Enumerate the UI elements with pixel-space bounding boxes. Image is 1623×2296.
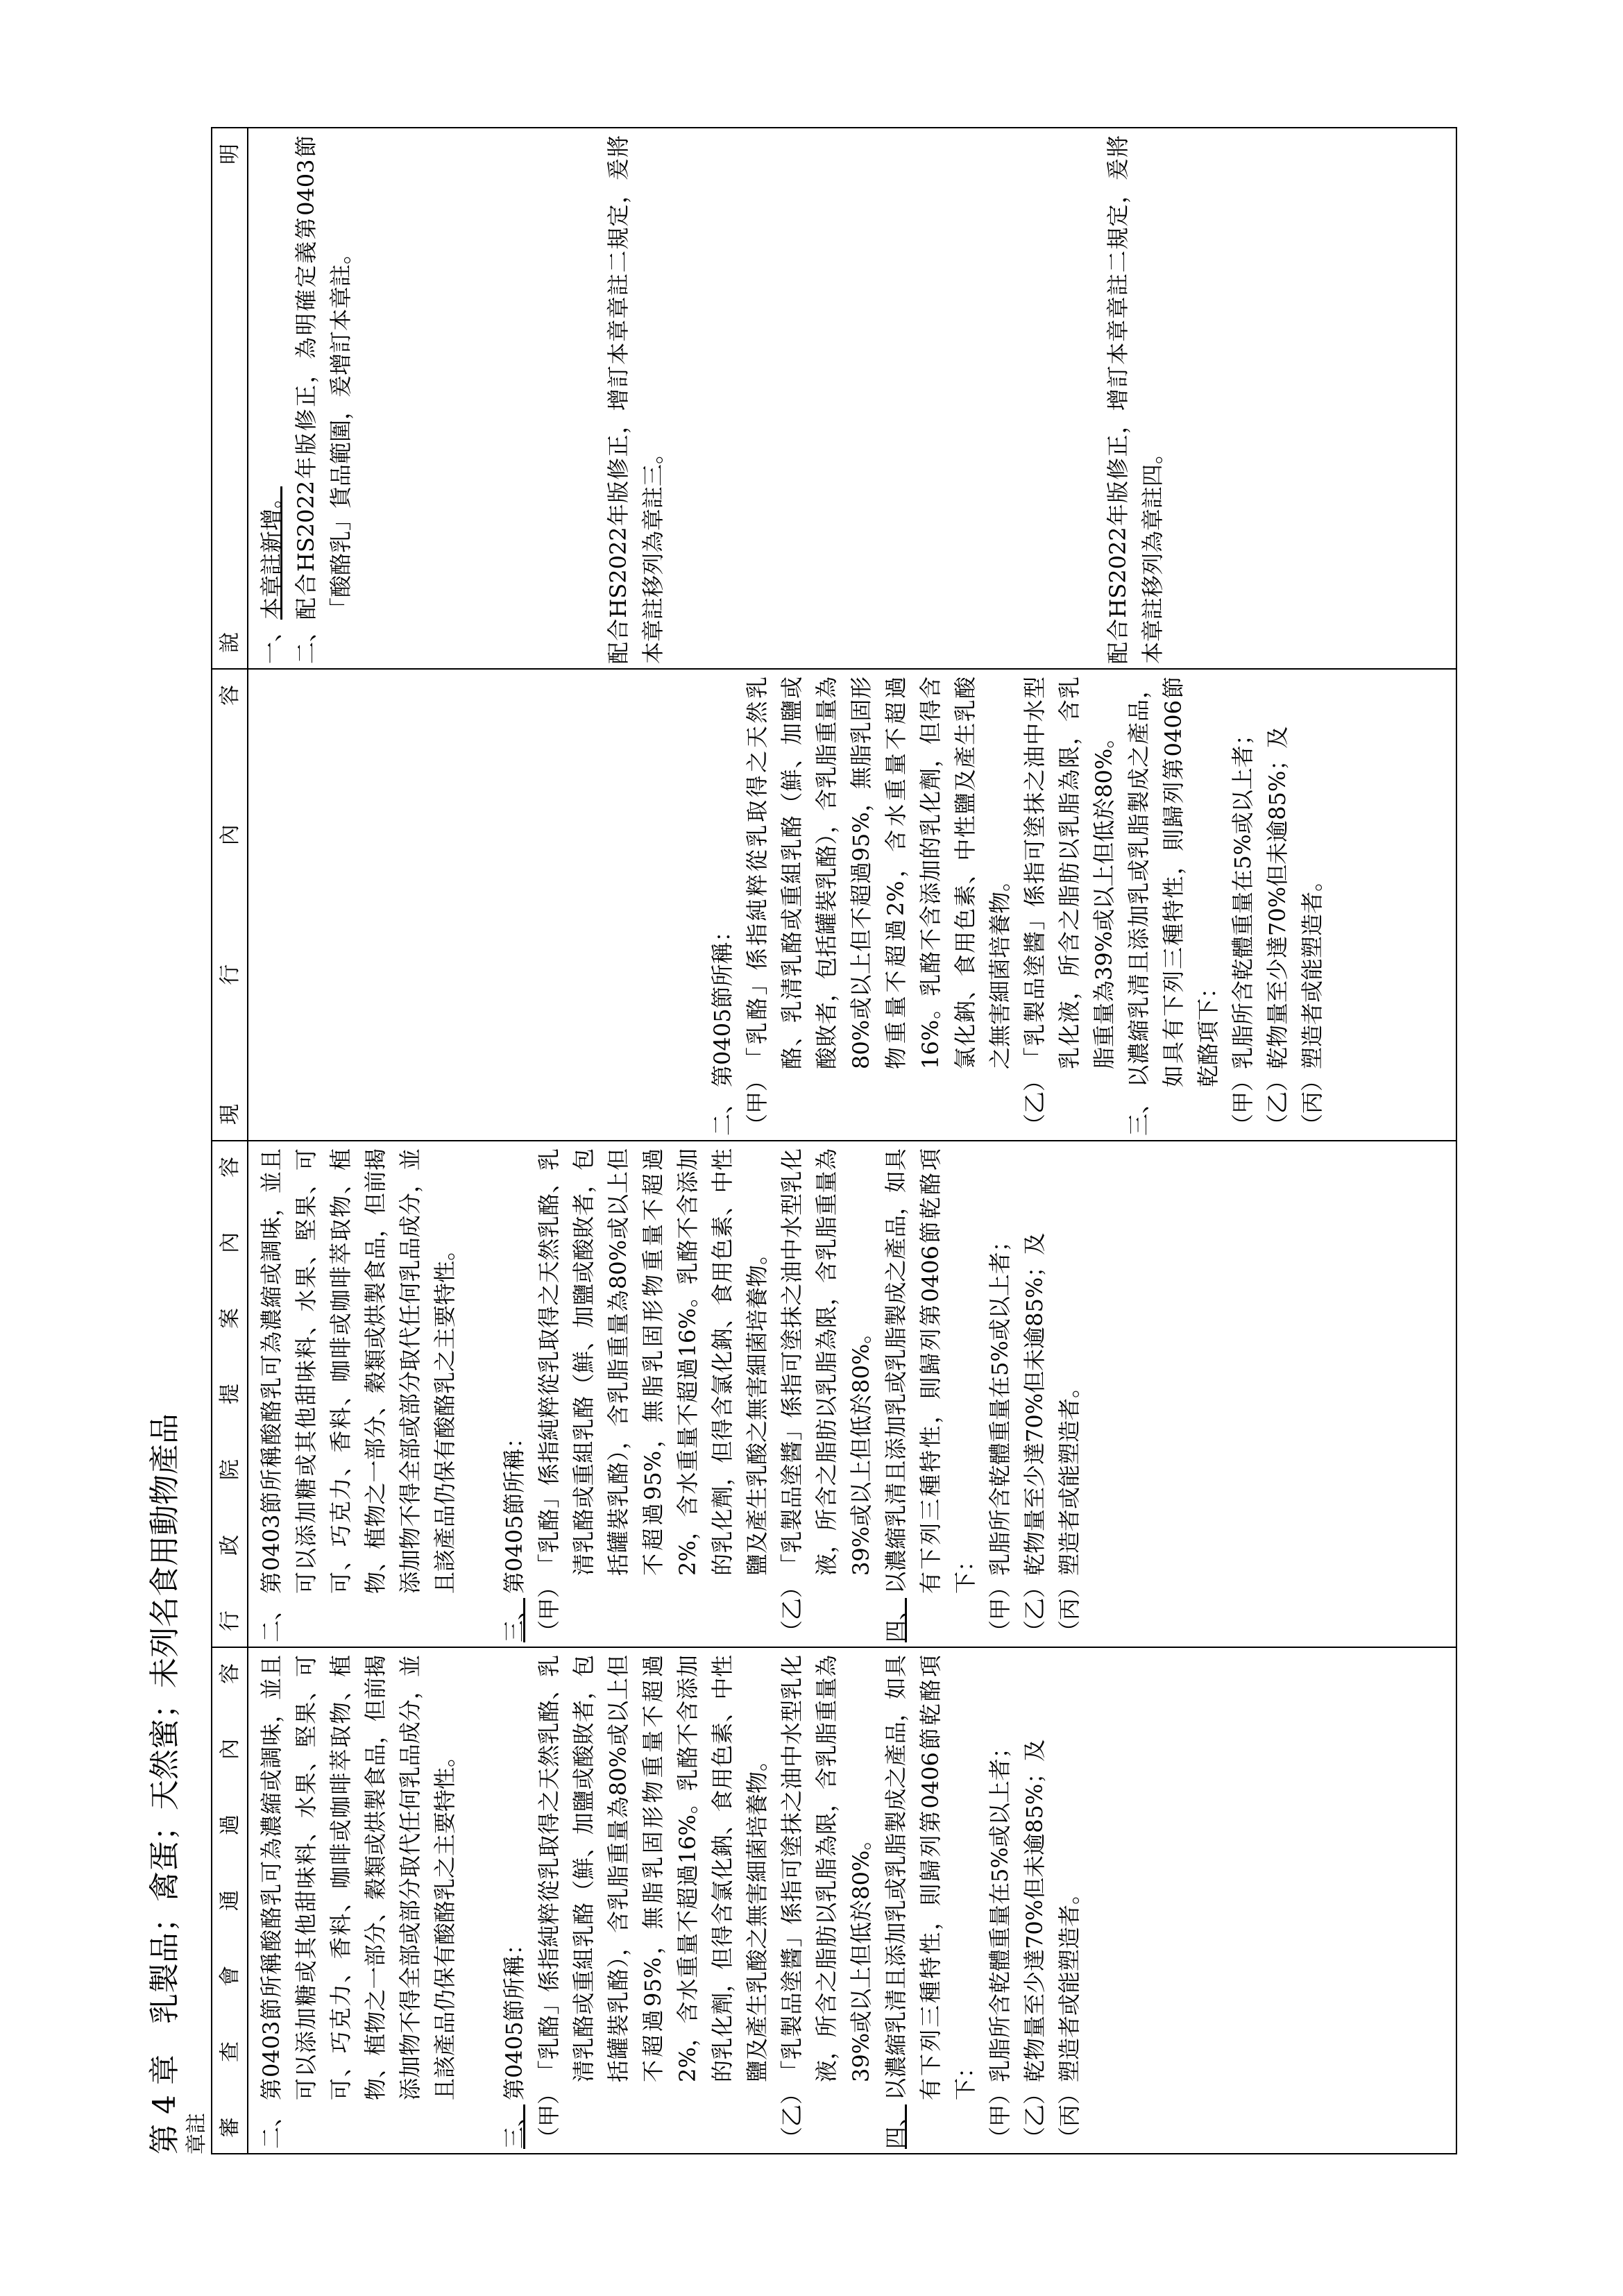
comparison-table [211,127,1457,2154]
note-item-2: 二、 第0405節所稱： [709,919,736,1136]
cell-explanation [248,128,1456,669]
explanation-note-2: 二、 配合HS2022年版修正，為明確定義第0403節「酸酪乳」貨品範圍，爰增訂本章註。 [293,135,354,664]
cell-review-passed [248,1647,1456,2154]
note-item-3b: （乙） 「乳製品塗醬」係指可塗抹之油中水型乳化液，所含之脂肪以乳脂為限，含乳脂重量為39%或以上但低於80%。 [779,1148,874,1642]
note-item-4c: （丙） 塑造者或能塑造者。 [1056,1375,1082,1642]
header-review-passed: 審 查 會 通 過 內 容 [212,1647,248,2154]
note-item-3: 三、 以濃縮乳清且添加乳或乳脂製成之產品，如具有下列三種特性，則歸列第0406節乾酪項下： [1125,677,1221,1136]
note-item-3c: （丙） 塑造者或能塑造者。 [1299,869,1325,1136]
note-item-2b: （乙） 「乳製品塗醬」係指可塗抹之油中水型乳化液，所含之脂肪以乳脂為限，含乳脂重量為39%或以上但低於80%。 [1021,677,1117,1136]
note-item-3: 三、 第0405節所稱： [501,1426,527,1642]
cell-executive-proposal [248,1141,1456,1647]
header-explanation: 說 明 [212,128,248,669]
header-executive-proposal: 行 政 院 提 案 內 容 [212,1141,248,1647]
header-current-content: 現 行 內 容 [212,669,248,1141]
explanation-note-1: 一、 本章註新增。 [258,486,284,664]
rotated-content [146,128,1499,2154]
note-item-2: 二、 第0403節所稱酸酪乳可為濃縮或調味，並且可以添加糖或其他甜味料、水果、堅果、可可、巧克力、香料、咖啡或咖啡萃取物、植物、植物之一部分、穀類或烘製食品，但前揭添加物不得全部或部分取代任何乳品成分，並且該產品仍保有酸酪乳之主要特性。 [258,1148,458,1642]
note-item-3a: （甲） 「乳酪」係指純粹從乳取得之天然乳酪、乳清乳酪或重組乳酪（鮮、加鹽或酸敗者，包括罐裝乳酪），含乳脂重量為80%或以上但不超過95%，無脂乳固形物重量不超過2%，含水重量不超過16%。乳酪不含添加的乳化劑，但得含氯化鈉、食用色素、中性鹽及產生乳酸之無害細菌培養物。 [536,1148,770,1642]
note-item-4: 四、 以濃縮乳清且添加乳或乳脂製成之產品，如具有下列三種特性，則歸列第0406節乾酪項下： [883,1148,978,1642]
explanation-note-4: 配合HS2022年版修正，增訂本章章註二規定，爰將本章註移列為章註四。 [1105,135,1166,664]
explanation-note-3: 配合HS2022年版修正，增訂本章章註二規定，爰將本章註移列為章註三。 [605,135,666,664]
note-item-4a: （甲） 乳脂所含乾體重量在5%或以上者； [987,1230,1013,1642]
note-item-2a: （甲） 「乳酪」係指純粹從乳取得之天然乳酪、乳清乳酪或重組乳酪（鮮、加鹽或酸敗者，包括罐裝乳酪），含乳脂重量為80%或以上但不超過95%，無脂乳固形物重量不超過2%，含水重量不超過16%。乳酪不含添加的乳化劑，但得含氯化鈉、食用色素、中性鹽及產生乳酸之無害細菌培養物。 [744,677,1013,1136]
note-item-4: 四、 以濃縮乳清且添加乳或乳脂製成之產品，如具有下列三種特性，則歸列第0406節乾酪項下： [883,1655,978,2149]
table-body-row [248,128,1456,2154]
section-subtitle: 章註 [185,2113,209,2154]
note-item-3b: （乙） 乾物量至少達70%但未逾85%；及 [1264,726,1291,1136]
chapter-title: 第 4 章 乳製品；禽蛋；天然蜜；未列名食用動物產品 [147,1413,182,2154]
note-item-4b: （乙） 乾物量至少達70%但未逾85%；及 [1021,1739,1048,2149]
note-item-3a: （甲） 乳脂所含乾體重量在5%或以上者； [1230,723,1256,1136]
cell-current-content [248,669,1456,1141]
note-item-4a: （甲） 乳脂所含乾體重量在5%或以上者； [987,1736,1013,2149]
note-item-4b: （乙） 乾物量至少達70%但未逾85%；及 [1021,1232,1048,1642]
note-item-2: 二、 第0403節所稱酸酪乳可為濃縮或調味，並且可以添加糖或其他甜味料、水果、堅果、可可、巧克力、香料、咖啡或咖啡萃取物、植物、植物之一部分、穀類或烘製食品，但前揭添加物不得全部或部分取代任何乳品成分，並且該產品仍保有酸酪乳之主要特性。 [258,1655,458,2149]
table-header-row [212,128,248,2154]
note-item-4c: （丙） 塑造者或能塑造者。 [1056,1882,1082,2149]
note-item-3: 三、 第0405節所稱： [501,1932,527,2149]
note-item-3a: （甲） 「乳酪」係指純粹從乳取得之天然乳酪、乳清乳酪或重組乳酪（鮮、加鹽或酸敗者，包括罐裝乳酪），含乳脂重量為80%或以上但不超過95%，無脂乳固形物重量不超過2%，含水重量不超過16%。乳酪不含添加的乳化劑，但得含氯化鈉、食用色素、中性鹽及產生乳酸之無害細菌培養物。 [536,1655,770,2149]
note-item-3b: （乙） 「乳製品塗醬」係指可塗抹之油中水型乳化液，所含之脂肪以乳脂為限，含乳脂重量為39%或以上但低於80%。 [779,1655,874,2149]
